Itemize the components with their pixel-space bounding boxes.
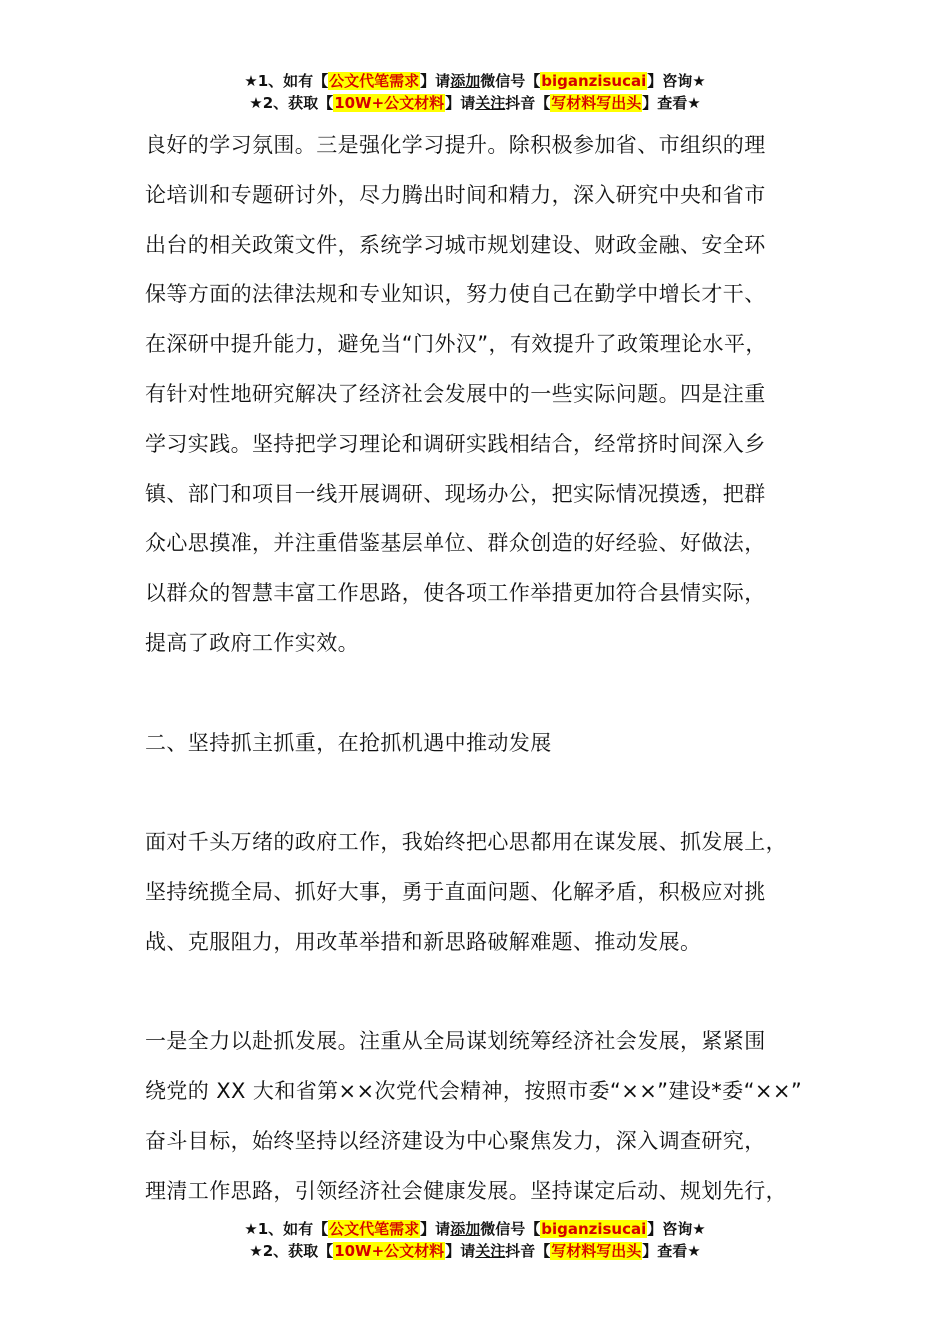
text-line: 保等方面的法律法规和专业知识，努力使自己在勤学中增长才干、 — [145, 282, 766, 307]
banner-underlined-text: 关注 — [475, 94, 506, 112]
banner-highlight: biganzisucai — [541, 72, 647, 90]
banner-highlight: 公文代笔需求 — [329, 72, 420, 90]
banner-text: 】请 — [420, 1220, 451, 1238]
text-line: 学习实践。坚持把学习理论和调研实践相结合，经常挤时间深入乡 — [145, 431, 766, 456]
banner-highlight: biganzisucai — [541, 1220, 647, 1238]
text-line: 理清工作思路，引领经济社会健康发展。坚持谋定后动、规划先行， — [145, 1178, 787, 1203]
banner-highlight: 公文代笔需求 — [329, 1220, 420, 1238]
document-body — [145, 121, 845, 1217]
paragraph-3 — [145, 1017, 845, 1216]
text-line: 一是全力以赴抓发展。注重从全局谋划统筹经济社会发展，紧紧围 — [145, 1029, 766, 1054]
banner-text: ★1、如有【 — [244, 72, 329, 90]
banner-text: 】查看★ — [642, 1242, 701, 1260]
text-line: 绕党的 XX 大和省第××次党代会精神，按照市委“××”建设*委“××” — [145, 1079, 803, 1104]
banner-text: ★1、如有【 — [244, 1220, 329, 1238]
banner-text: 】请 — [420, 72, 451, 90]
banner-underlined-text: 添加 — [450, 1220, 481, 1238]
text-line: 论培训和专题研讨外，尽力腾出时间和精力，深入研究中央和省市 — [145, 182, 766, 207]
banner-text: 抖音【 — [505, 94, 551, 112]
banner-text: 】查看★ — [642, 94, 701, 112]
text-line: 战、克服阻力，用改革举措和新思路破解难题、推动发展。 — [145, 929, 702, 954]
banner-highlight: 10W+公文材料 — [334, 1242, 445, 1260]
text-line: 众心思摸准，并注重借鉴基层单位、群众创造的好经验、好做法， — [145, 531, 766, 556]
section-heading: 二、坚持抓主抓重，在抢抓机遇中推动发展 — [145, 730, 552, 755]
banner-highlight: 写材料写出头 — [551, 94, 642, 112]
text-line: 出台的相关政策文件，系统学习城市规划建设、财政金融、安全环 — [145, 232, 766, 257]
text-line: 面对千头万绪的政府工作，我始终把心思都用在谋发展、抓发展上， — [145, 830, 787, 855]
text-line: 坚持统揽全局、抓好大事，勇于直面问题、化解矛盾，积极应对挑 — [145, 879, 766, 904]
banner-text: ★2、获取【 — [249, 94, 334, 112]
header-banner — [0, 70, 950, 114]
banner-highlight: 写材料写出头 — [551, 1242, 642, 1260]
banner-text: 】咨询★ — [647, 72, 706, 90]
text-line: 良好的学习氛围。三是强化学习提升。除积极参加省、市组织的理 — [145, 133, 766, 157]
banner-text: 抖音【 — [505, 1242, 551, 1260]
banner-text: 】咨询★ — [647, 1220, 706, 1238]
banner-line-2 — [0, 92, 950, 114]
text-line: 奋斗目标，始终坚持以经济建设为中心聚焦发力，深入调查研究， — [145, 1128, 766, 1153]
banner-text: 】请 — [445, 94, 476, 112]
banner-highlight: 10W+公文材料 — [334, 94, 445, 112]
paragraph-1 — [145, 121, 845, 669]
banner-line-2 — [0, 1240, 950, 1262]
banner-text: 微信号【 — [480, 1220, 541, 1238]
paragraph-2 — [145, 818, 845, 967]
text-line: 镇、部门和项目一线开展调研、现场办公，把实际情况摸透，把群 — [145, 481, 766, 506]
banner-text: 】请 — [445, 1242, 476, 1260]
banner-text: ★2、获取【 — [249, 1242, 334, 1260]
banner-line-1 — [0, 70, 950, 92]
banner-text: 微信号【 — [480, 72, 541, 90]
banner-line-1 — [0, 1218, 950, 1240]
text-line: 提高了政府工作实效。 — [145, 630, 359, 655]
text-line: 在深研中提升能力，避免当“门外汉”，有效提升了政策理论水平， — [145, 332, 767, 357]
banner-underlined-text: 添加 — [450, 72, 481, 90]
banner-underlined-text: 关注 — [475, 1242, 506, 1260]
footer-banner — [0, 1218, 950, 1262]
text-line: 以群众的智慧丰富工作思路，使各项工作举措更加符合县情实际， — [145, 581, 766, 606]
text-line: 有针对性地研究解决了经济社会发展中的一些实际问题。四是注重 — [145, 381, 766, 406]
